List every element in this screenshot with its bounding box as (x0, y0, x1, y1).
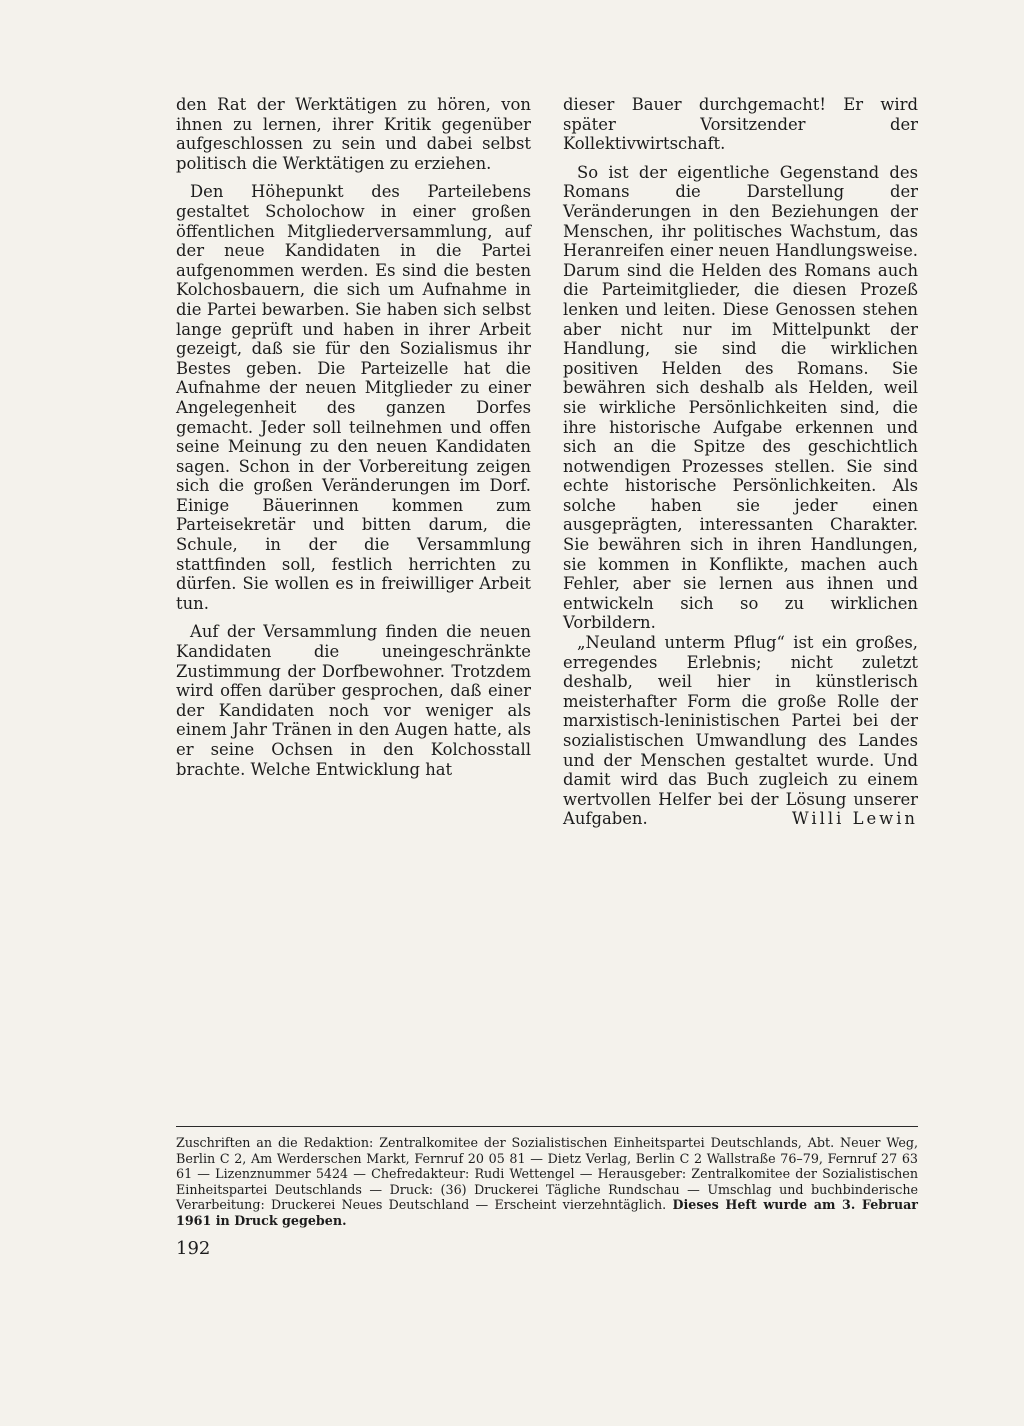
print-date-note: Dieses Heft wurde am 3. Februar 1961 in Druck gegeben. (176, 1197, 918, 1228)
paragraph: den Rat der Werktätigen zu hören, von ihnen zu lernen, ihrer Kritik gegenüber aufgeschlossen zu sein und dabei selbst politisch die Werktätigen zu erziehen. (176, 95, 531, 173)
page-number: 192 (176, 1238, 211, 1259)
paragraph: Auf der Versammlung finden die neuen Kandidaten die uneingeschränkte Zustimmung der Dorfbewohner. Trotzdem wird offen darüber gesprochen, daß einer der Kandidaten noch vor weniger als einem Jahr Tränen in den Augen hatte, als er seine Ochsen in den Kolchosstall brachte. Welche Entwicklung hat (176, 622, 531, 779)
paragraph: Den Höhepunkt des Parteilebens gestaltet Scholochow in einer großen öffentlichen Mitgliederversammlung, auf der neue Kandidaten in die Partei aufgenommen werden. Es sind die besten Kolchosbauern, die sich um Aufnahme in die Partei bewarben. Sie haben sich selbst lange geprüft und haben in ihrer Arbeit gezeigt, daß sie für den Sozialismus ihr Bestes geben. Die Parteizelle hat die Aufnahme der neuen Mitglieder zu einer Angelegenheit des ganzen Dorfes gemacht. Jeder soll teilnehmen und offen seine Meinung zu den neuen Kandidaten sagen. Schon in der Vorbereitung zeigen sich die großen Veränderungen im Dorf. Einige Bäuerinnen kommen zum Parteisekretär und bitten darum, die Schule, in der die Versammlung stattfinden soll, festlich herrichten zu dürfen. Sie wollen es in freiwilliger Arbeit tun. (176, 182, 531, 613)
paragraph: So ist der eigentliche Gegenstand des Romans die Darstellung der Veränderungen in den Beziehungen der Menschen, ihr politisches Wachstum, das Heranreifen einer neuen Handlungsweise. Darum sind die Helden des Romans auch die Parteimitglieder, die diesen Prozeß lenken und leiten. Diese Genossen stehen aber nicht nur im Mittelpunkt der Handlung, sie sind die wirklichen positiven Helden des Romans. Sie bewähren sich deshalb als Helden, weil sie wirkliche Persönlichkeiten sind, die ihre historische Aufgabe erkennen und sich an die Spitze des geschichtlich notwendigen Prozesses stellen. Sie sind echte historische Persönlichkeiten. Als solche haben sie jeder einen ausgeprägten, interessanten Charakter. Sie bewähren sich in ihren Handlungen, sie kommen in Konflikte, machen auch Fehler, aber sie lernen aus ihnen und entwickeln sich so zu wirklichen Vorbildern. (563, 162, 918, 633)
paragraph-text: „Neuland unterm Pflug“ ist ein großes, erregendes Erlebnis; nicht zuletzt deshalb, weil hier in künstlerisch meisterhafter Form die große Rolle der marxistisch-leninistischen Partei bei der sozialistischen Umwandlung des Landes und der Menschen gestaltet wurde. Und damit wird das Buch zugleich zu einem wertvollen Helfer bei der Lösung unserer Aufgaben. (563, 633, 918, 829)
imprint-text: Zuschriften an die Redaktion: Zentralkomitee der Sozialistischen Einheitspartei Deutschlands, Abt. Neuer Weg, Berlin C 2, Am Werderschen Markt, Fernruf 20 05 81 — Dietz Verlag, Berlin C 2 Wallstraße 76–79, Fernruf 27 63 61 — Lizenznummer 5424 — Chefredakteur: Rudi Wettengel — Herausgeber: Zentralkomitee der Sozialistischen Einheitspartei Deutschlands — Druck: (36) Druckerei Tägliche Rundschau — Umschlag und buchbinderische Verarbeitung: Druckerei Neues Deutschland — Erscheint vierzehntäglich. (176, 1135, 918, 1213)
author-signature: Willi Lewin (791, 809, 918, 829)
footer-divider (176, 1126, 918, 1127)
imprint (176, 1135, 918, 1229)
right-column (563, 95, 918, 829)
paragraph (563, 633, 918, 829)
paragraph: dieser Bauer durchgemacht! Er wird später Vorsitzender der Kollektivwirtschaft. (563, 95, 918, 154)
left-column (176, 95, 531, 788)
